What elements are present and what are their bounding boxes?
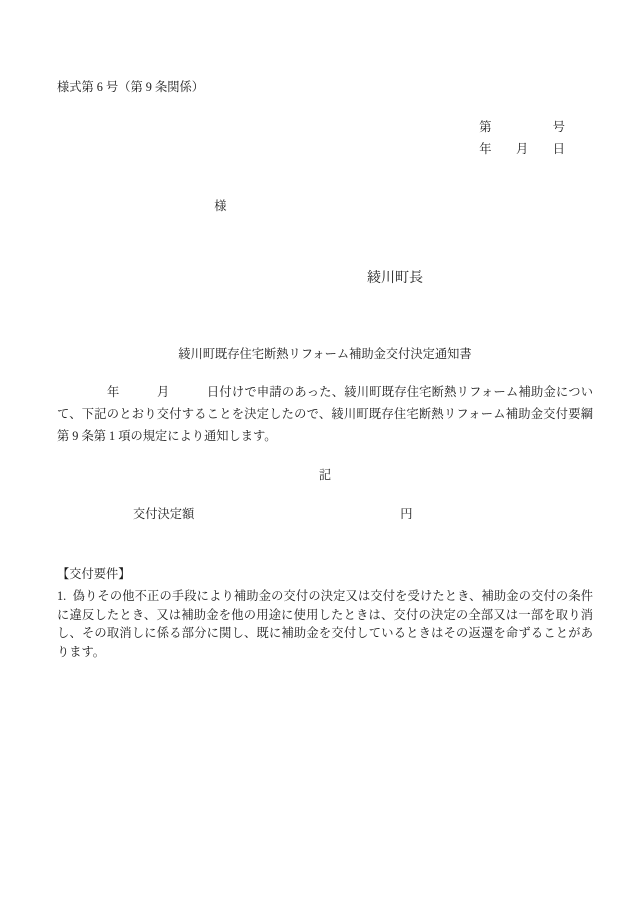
document-title: 綾川町既存住宅断熱リフォーム補助金交付決定通知書 xyxy=(178,347,472,361)
amount-value xyxy=(194,506,400,522)
conditions-header: 【交付要件】 xyxy=(57,567,131,581)
condition-item-1: 1. 偽りその他不正の手段により補助金の交付の決定又は交付を受けたとき、補助金の交付の条件に違反したとき、又は補助金を他の用途に使用したときは、交付の決定の全部又は一部を取り消し、その取消しに係る部分に関し、既に補助金を交付しているときはその返還を命ずることがあります。 xyxy=(57,589,593,659)
form-number: 様式第 6 号（第 9 条関係） xyxy=(57,80,204,94)
amount-label: 交付決定額 xyxy=(133,507,195,521)
amount-unit: 円 xyxy=(400,507,413,521)
sender-line xyxy=(353,252,593,306)
body-paragraph: 年 月 日付けで申請のあった、綾川町既存住宅断熱リフォーム補助金について、下記のとおり交付することを決定したので、綾川町既存住宅断熱リフォーム補助金交付要綱第 9 条第 1 項の規定により通知します。 xyxy=(57,385,593,443)
record-marker: 記 xyxy=(318,468,332,482)
addressee-suffix: 様 xyxy=(214,199,227,213)
doc-number-line: 第 号 xyxy=(479,120,565,134)
sender-name: 綾川町長 xyxy=(367,271,423,286)
date-line: 年 月 日 xyxy=(479,142,565,156)
addressee-line xyxy=(202,182,593,230)
amount-row xyxy=(57,506,593,522)
